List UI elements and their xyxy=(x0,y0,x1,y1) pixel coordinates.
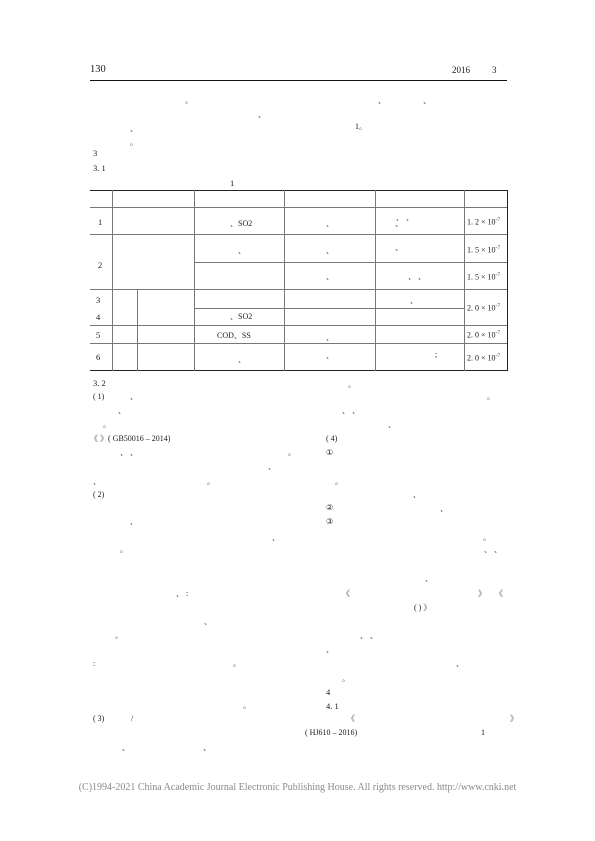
table-row-number: 2 xyxy=(98,260,103,270)
paragraph-mark: 。 xyxy=(185,96,193,105)
table-caption-number: 1 xyxy=(230,178,235,188)
table-cell-pollutant: 、 xyxy=(238,246,246,255)
paragraph-mark: 、 xyxy=(203,743,211,752)
table-cell: 、 、 xyxy=(408,272,426,281)
guide-bracket-open: 《 xyxy=(495,589,503,598)
table-cell: 、 xyxy=(410,296,418,305)
paragraph-mark: 、 xyxy=(118,406,126,415)
paragraph-mark: 、 xyxy=(440,504,448,513)
paragraph-mark: 、 、 xyxy=(484,545,502,554)
paragraph-mark: 、 : xyxy=(176,589,189,598)
paragraph-mark: 、 xyxy=(413,490,421,499)
section-heading-4-1: 4. 1 xyxy=(326,701,339,711)
paragraph-mark: : xyxy=(93,659,96,668)
item-label-4: ( 4) xyxy=(326,434,338,443)
data-table xyxy=(90,190,508,371)
paragraph-mark: 、 xyxy=(258,110,266,119)
section-heading-3-1: 3. 1 xyxy=(93,163,106,173)
table-cell-coefficient: 1. $5 \times 10^{-7}$ xyxy=(467,245,501,255)
table-cell: 、 xyxy=(326,246,334,255)
table-cell-pollutant: 、SO2 xyxy=(230,312,253,321)
table-cell: 、 xyxy=(395,243,403,252)
paragraph-mark: 。 xyxy=(483,533,491,542)
guide-bracket-open: 《 xyxy=(342,589,350,598)
paragraph-mark: 、 xyxy=(425,574,433,583)
guide-bracket-close: 》 xyxy=(478,589,486,598)
paragraph-mark: 、 xyxy=(130,517,138,526)
paragraph-mark: 。 xyxy=(130,138,138,147)
paragraph-mark: 、 xyxy=(326,645,334,654)
circled-number-3: ③ xyxy=(326,517,334,526)
section-heading-4: 4 xyxy=(326,687,331,697)
table-cell-coefficient: 2. $0 \times 10^{-7}$ xyxy=(467,353,501,363)
paragraph-mark: 、 xyxy=(378,96,386,105)
table-cell-pollutant: 、SO2 xyxy=(230,219,253,228)
paragraph-mark: 、 xyxy=(204,617,212,626)
paragraph-mark: 。 xyxy=(243,701,251,710)
table-cell: 、 xyxy=(326,219,334,228)
table-cell-pollutant: 、 xyxy=(238,355,246,364)
table-cell: 、 xyxy=(326,272,334,281)
paragraph-mark: 。 xyxy=(207,477,215,486)
paragraph-mark: 。 xyxy=(233,659,241,668)
paragraph-mark: 、 、 xyxy=(120,448,138,457)
table-cell: 、 xyxy=(326,333,334,342)
paragraph-mark: 。 xyxy=(115,631,123,640)
page-number: 130 xyxy=(90,64,106,75)
paragraph-mark: 、 xyxy=(388,420,396,429)
circled-number-1: ① xyxy=(326,448,334,457)
standard-bracket-open: 《 xyxy=(347,714,355,723)
table-row-number: 1 xyxy=(98,217,103,227)
table-cell: 、 xyxy=(326,351,334,360)
paragraph-mark: 。 xyxy=(288,448,296,457)
paragraph-mark: 、 、 xyxy=(342,406,360,415)
table-cell-coefficient: 2. $0 \times 10^{-7}$ xyxy=(467,330,501,340)
standard-bracket-close: 》 xyxy=(510,714,518,723)
paragraph-mark: 。 xyxy=(342,674,350,683)
circled-number-2: ② xyxy=(326,503,334,512)
table-row-number: 4 xyxy=(96,312,101,322)
table-cell: 、 、 xyxy=(396,213,414,222)
paragraph-mark: 、 xyxy=(423,96,431,105)
table-cell-coefficient: 1. $5 \times 10^{-7}$ xyxy=(467,272,501,282)
paragraph-mark: 。 xyxy=(348,380,356,389)
paragraph-mark: 。 xyxy=(487,392,495,401)
reference-number: 1 xyxy=(481,728,485,737)
paragraph-mark: 、 xyxy=(272,533,280,542)
paragraph-mark: 、 xyxy=(122,743,130,752)
paragraph-mark: 、 xyxy=(456,659,464,668)
paragraph-mark: 。 xyxy=(120,545,128,554)
table-row-number: 3 xyxy=(96,295,101,305)
copyright-footer: (C)1994-2021 China Academic Journal Electronic Publishing House. All rights reserved. http://www.cnki.net xyxy=(78,782,517,793)
journal-year: 2016 xyxy=(452,65,470,75)
paragraph-mark: 、 xyxy=(130,124,138,133)
table-cell: ; xyxy=(435,350,438,359)
paragraph-mark: 。 xyxy=(103,420,111,429)
table-row-number: 5 xyxy=(96,330,101,340)
table-cell-coefficient: 1. $2 \times 10^{-7}$ xyxy=(467,217,501,227)
section-heading-3: 3 xyxy=(93,148,98,158)
paragraph-mark: 、 xyxy=(130,392,138,401)
paragraph-mark: 、 xyxy=(93,477,101,486)
paragraph-mark: 、 xyxy=(268,462,276,471)
table-cell: 、 xyxy=(395,219,403,228)
item-label-1: ( 1) xyxy=(93,392,105,401)
paragraph-mark: 1。 xyxy=(355,122,367,131)
header-rule xyxy=(90,80,507,81)
paragraph-mark: 、 、 xyxy=(360,631,378,640)
table-row-number: 6 xyxy=(96,352,101,362)
guide-year: ( ) 》 xyxy=(414,603,432,612)
table-cell-coefficient: 2. $0 \times 10^{-7}$ xyxy=(467,303,501,313)
standard-reference: 《 》( GB50016 – 2014) xyxy=(90,434,171,443)
table-cell-pollutant: COD、SS xyxy=(217,331,251,340)
section-heading-3-2: 3. 2 xyxy=(93,378,106,388)
item-label-2: ( 2) xyxy=(93,490,105,499)
item-label-3: ( 3) xyxy=(93,714,105,723)
paragraph-mark: / xyxy=(131,714,134,723)
standard-reference: ( HJ610 – 2016) xyxy=(305,728,358,737)
paragraph-mark: 。 xyxy=(335,477,343,486)
journal-issue: 3 xyxy=(492,65,497,75)
